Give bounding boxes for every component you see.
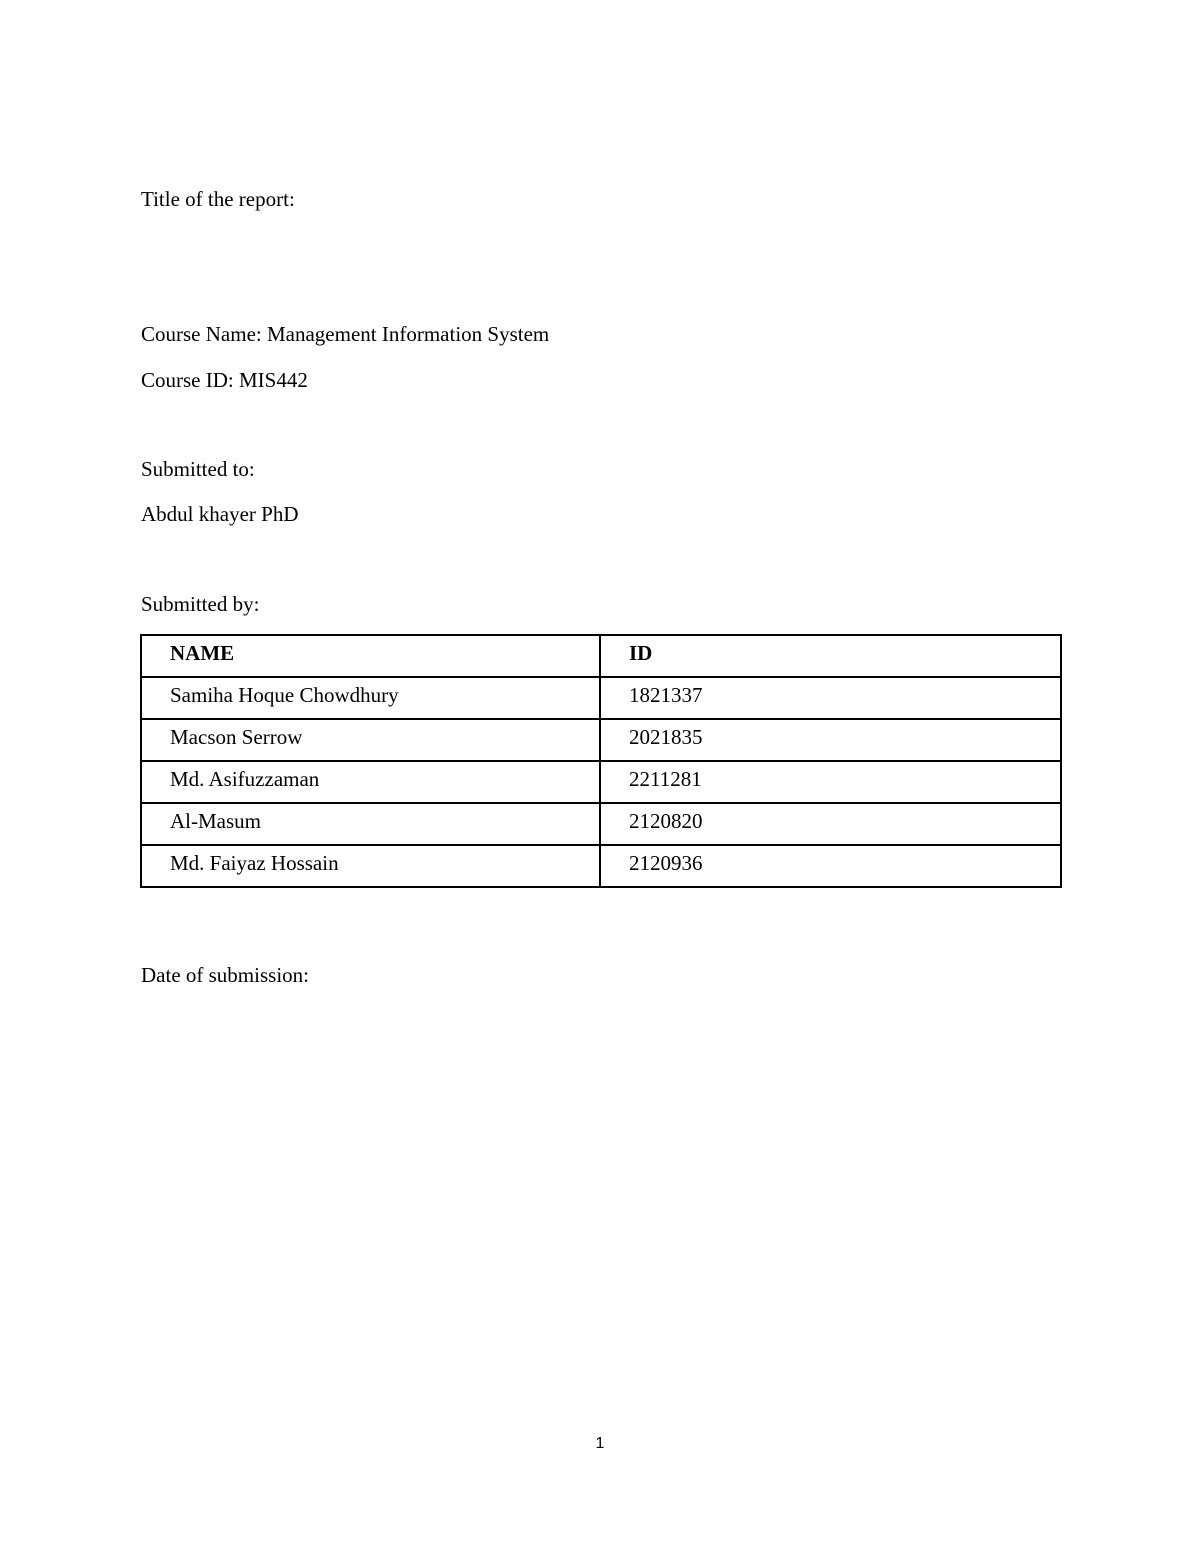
member-id: 2120936	[600, 845, 1061, 887]
supervisor-name: Abdul khayer PhD	[141, 502, 299, 526]
member-name: Macson Serrow	[141, 719, 600, 761]
member-id: 2211281	[600, 761, 1061, 803]
page-number: 1	[595, 1435, 605, 1452]
table-row	[141, 677, 1061, 719]
course-name: Course Name: Management Information System	[141, 322, 550, 346]
member-id: 2021835	[600, 719, 1061, 761]
course-id: Course ID: MIS442	[141, 368, 308, 392]
member-name: Md. Faiyaz Hossain	[141, 845, 600, 887]
member-name: Samiha Hoque Chowdhury	[141, 677, 600, 719]
submitted-by-label: Submitted by:	[141, 592, 260, 616]
member-id: 1821337	[600, 677, 1061, 719]
table-row	[141, 761, 1061, 803]
id-column-header: ID	[600, 635, 1061, 677]
member-name: Md. Asifuzzaman	[141, 761, 600, 803]
member-id: 2120820	[600, 803, 1061, 845]
report-title-label: Title of the report:	[141, 187, 295, 211]
table-header-row	[141, 635, 1061, 677]
submitted-to-label: Submitted to:	[141, 457, 255, 481]
member-name: Al-Masum	[141, 803, 600, 845]
table-row	[141, 803, 1061, 845]
date-of-submission-label: Date of submission:	[141, 963, 309, 987]
name-column-header: NAME	[141, 635, 600, 677]
table-row	[141, 845, 1061, 887]
table-row	[141, 719, 1061, 761]
members-table	[140, 634, 1062, 888]
